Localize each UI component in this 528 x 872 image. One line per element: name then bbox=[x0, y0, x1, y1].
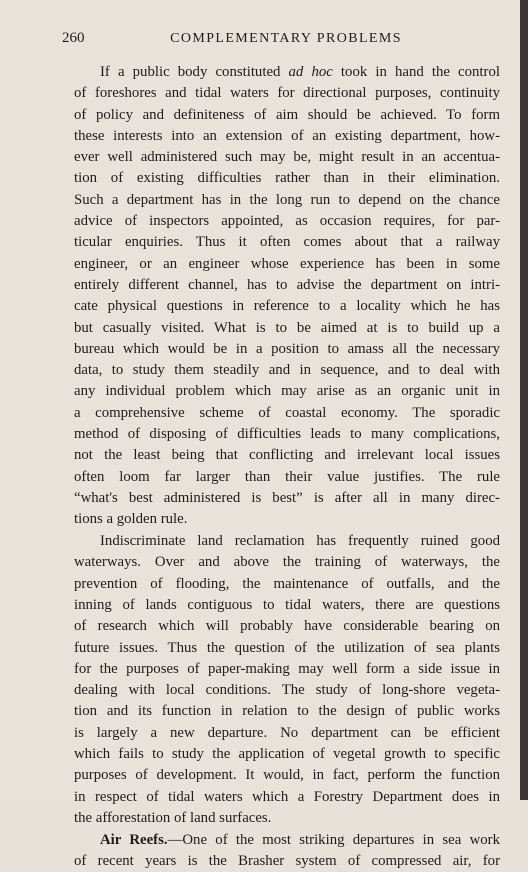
text-line: of recent years is the Brasher system of compressed air, for bbox=[74, 852, 500, 869]
text-line bbox=[74, 830, 500, 851]
text-line: tion and its function in relation to the design of public works bbox=[74, 703, 500, 720]
text-line: but casually visited. What is to be aimed at is to build up a bbox=[74, 319, 500, 336]
text-line: in respect of tidal waters which a Forestry Department does in bbox=[74, 788, 500, 805]
text-line: of policy and definiteness of aim should be achieved. To form bbox=[74, 106, 500, 123]
text-line: is largely a new departure. No department can be efficient bbox=[74, 724, 500, 741]
page-body bbox=[74, 62, 500, 872]
text-line: cate physical questions in reference to a locality which he has bbox=[74, 298, 500, 315]
text-line: advice of inspectors appointed, as occasion requires, for par- bbox=[74, 213, 500, 230]
page-number: 260 bbox=[62, 30, 85, 46]
paragraph-3 bbox=[74, 830, 500, 872]
text-line: tion of existing difficulties rather than in their elimination. bbox=[74, 170, 500, 187]
text-line: Indiscriminate land reclamation has frequently ruined good bbox=[100, 533, 500, 550]
text-line: bureau which would be in a position to amass all the necessary bbox=[74, 340, 500, 357]
text-line: Such a department has in the long run to depend on the chance bbox=[74, 191, 500, 208]
text-line: often loom far larger than their value justifies. The rule bbox=[74, 468, 500, 485]
text-line: future issues. Thus the question of the utilization of sea plants bbox=[74, 639, 500, 656]
text-line: purposes of development. It would, in fact, perform the function bbox=[74, 767, 500, 784]
text-fragment: —One of the most striking departures in sea work bbox=[167, 831, 500, 848]
page-header bbox=[62, 30, 510, 50]
text-line: any individual problem which may arise as an organic unit in bbox=[74, 383, 500, 400]
paragraph-2 bbox=[74, 531, 500, 829]
text-line: not the least being that conflicting and irrelevant local issues bbox=[74, 447, 500, 464]
running-head: COMPLEMENTARY PROBLEMS bbox=[170, 31, 402, 46]
text-line: of foreshores and tidal waters for directional purposes, continuity bbox=[74, 85, 500, 102]
text-line: which fails to study the application of vegetal growth to specific bbox=[74, 746, 500, 762]
text-line: “what's best administered is best” is after all in many direc- bbox=[74, 489, 500, 506]
text-line: waterways. Over and above the training of waterways, the bbox=[74, 554, 500, 571]
text-line: ticular enquiries. Thus it often comes about that a railway bbox=[74, 234, 500, 251]
text-line: engineer, or an engineer whose experience has been in some bbox=[74, 255, 500, 272]
text-line: for the purposes of paper-making may well form a side issue in bbox=[74, 660, 500, 677]
text-line: a comprehensive scheme of coastal economy. The sporadic bbox=[74, 404, 500, 421]
text-line: the afforestation of land surfaces. bbox=[74, 809, 272, 826]
paragraph-1 bbox=[74, 62, 500, 531]
section-heading: Air Reefs. bbox=[100, 831, 168, 848]
italic-phrase: ad hoc bbox=[288, 64, 333, 80]
text-line: data, to study them steadily and in sequence, and to deal with bbox=[74, 362, 500, 379]
text-line: If a public body constituted ad hoc took in hand the control bbox=[100, 64, 500, 80]
text-line: method of disposing of difficulties leads to many complications, bbox=[74, 426, 500, 443]
text-line: dealing with local conditions. The study of long-shore vegeta- bbox=[74, 682, 500, 699]
text-line: ever well administered such may be, might result in an accentua- bbox=[74, 149, 500, 166]
page-edge bbox=[520, 0, 528, 800]
text-line: of research which will probably have considerable bearing on bbox=[74, 618, 500, 635]
text-line: inning of lands contiguous to tidal waters, there are questions bbox=[74, 596, 500, 613]
text-line: prevention of flooding, the maintenance of outfalls, and the bbox=[74, 575, 500, 592]
text-line: these interests into an extension of an existing department, how- bbox=[74, 127, 500, 144]
text-line: tions a golden rule. bbox=[74, 511, 188, 528]
text-line: entirely different channel, has to advise the department on intri- bbox=[74, 276, 500, 293]
